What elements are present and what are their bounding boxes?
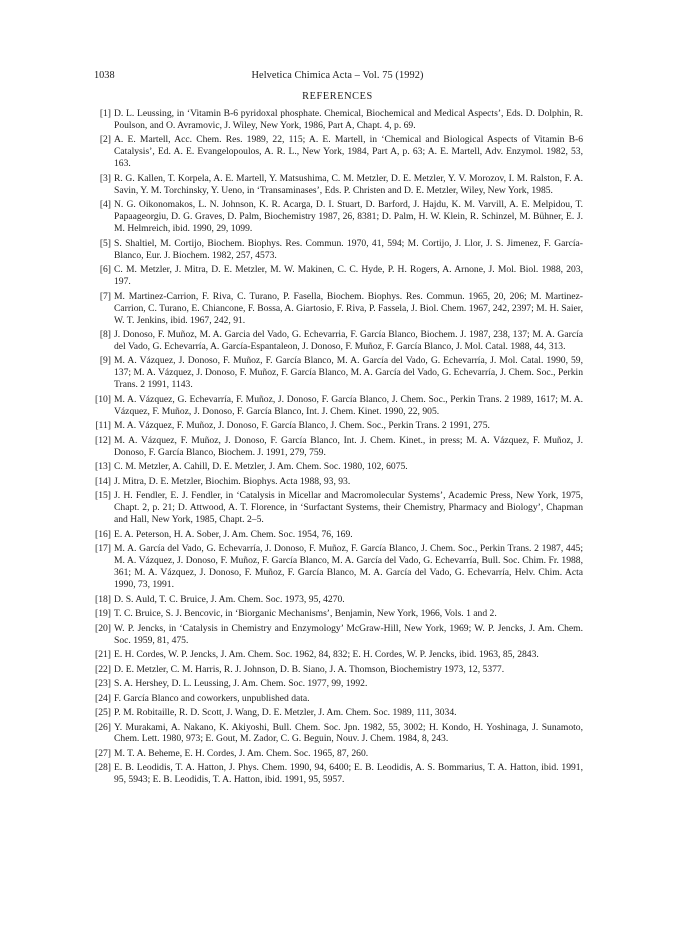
reference-text: E. B. Leodidis, T. A. Hatton, J. Phys. Chem. 1990, 94, 6400; E. B. Leodidis, A. S. Bommarius, T. A. Hatton, ibid. 1991, 95, 5943; E. B. Leodidis, T. A. Hatton, ibid. 1991, 95, 5957. <box>114 762 583 786</box>
reference-item <box>92 461 583 473</box>
reference-item <box>92 291 583 327</box>
reference-number: [23] <box>95 678 111 690</box>
reference-item <box>92 664 583 676</box>
reference-item <box>92 435 583 459</box>
reference-text: P. M. Robitaille, R. D. Scott, J. Wang, D. E. Metzler, J. Am. Chem. Soc. 1989, 111, 3034. <box>114 707 457 719</box>
reference-text: Y. Murakami, A. Nakano, K. Akiyoshi, Bull. Chem. Soc. Jpn. 1982, 55, 3002; H. Kondo, H. Yoshinaga, J. Sunamoto, Chem. Lett. 1980, 973; E. Gout, M. Zador, C. G. Beguin, Nouv. J. Chem. 1984, 8, 243. <box>114 721 583 745</box>
reference-item <box>92 594 583 606</box>
reference-number: [28] <box>95 762 111 774</box>
reference-text: M. A. Vázquez, F. Muñoz, J. Donoso, F. García Blanco, Int. J. Chem. Kinet., in press; M. A. Vázquez, F. Muñoz, J. Donoso, F. García Blanco, Biochem. J. 1991, 279, 759. <box>114 434 583 458</box>
reference-item <box>92 722 583 746</box>
reference-number: [16] <box>95 528 111 540</box>
reference-text: T. C. Bruice, S. J. Bencovic, in ‘Biorganic Mechanisms’, Benjamin, New York, 1966, Vols. 1 and 2. <box>114 608 497 620</box>
reference-number: [22] <box>95 663 111 675</box>
reference-number: [24] <box>95 692 111 704</box>
reference-item <box>92 490 583 526</box>
reference-item <box>92 420 583 432</box>
reference-item <box>92 173 583 197</box>
reference-number: [25] <box>95 707 111 719</box>
reference-text: S. Shaltiel, M. Cortijo, Biochem. Biophys. Res. Commun. 1970, 41, 594; M. Cortijo, J. Llor, J. S. Jimenez, F. García-Blanco, Eur. J. Biochem. 1982, 257, 4573. <box>114 237 583 261</box>
reference-number: [5] <box>99 237 111 249</box>
reference-number: [6] <box>99 264 111 276</box>
reference-number: [17] <box>95 543 111 555</box>
reference-text: W. P. Jencks, in ‘Catalysis in Chemistry and Enzymology’ McGraw-Hill, New York, 1969; W. P. Jencks, J. Am. Chem. Soc. 1959, 81, 475. <box>114 622 583 646</box>
reference-text: D. S. Auld, T. C. Bruice, J. Am. Chem. Soc. 1973, 95, 4270. <box>114 593 345 605</box>
reference-item <box>92 476 583 488</box>
reference-text: M. A. Vázquez, J. Donoso, F. Muñoz, F. García Blanco, M. A. García del Vado, G. Echevarría, J. Mol. Catal. 1990, 59, 137; M. A. Vázquez, J. Donoso, F. Muñoz, F. García Blanco, M. A. García del Vado, G. Echevarría, J. Chem. Soc., Perkin Trans. 2 1991, 1143. <box>114 355 583 391</box>
reference-item <box>92 329 583 353</box>
reference-text: C. M. Metzler, A. Cahill, D. E. Metzler, J. Am. Chem. Soc. 1980, 102, 6075. <box>114 461 408 473</box>
reference-text: C. M. Metzler, J. Mitra, D. E. Metzler, M. W. Makinen, C. C. Hyde, P. H. Rogers, A. Arnone, J. Mol. Biol. 1988, 203, 197. <box>114 264 583 288</box>
reference-number: [18] <box>95 593 111 605</box>
reference-text: J. Mitra, D. E. Metzler, Biochim. Biophys. Acta 1988, 93, 93. <box>114 475 351 487</box>
reference-text: R. G. Kallen, T. Korpela, A. E. Martell, Y. Matsushima, C. M. Metzler, D. E. Metzler, Y. V. Morozov, I. M. Ralston, F. A. Savin, Y. M. Torchinsky, Y. Ueno, in ‘Transaminases’, Eds. P. Christen and D. E. Metzler, Wiley, New York, 1985. <box>114 172 583 196</box>
reference-item <box>92 707 583 719</box>
reference-item <box>92 355 583 391</box>
reference-number: [1] <box>99 108 111 119</box>
reference-number: [9] <box>99 355 111 367</box>
page-number: 1038 <box>94 70 115 81</box>
reference-number: [26] <box>95 721 111 733</box>
reference-text: M. A. Vázquez, G. Echevarría, F. Muñoz, J. Donoso, F. García Blanco, J. Chem. Soc., Perkin Trans. 2 1989, 1617; M. A. Vázquez, F. Muñoz, J. Donoso, F. García Blanco, Int. J. Chem. Kinet. 1990, 22, 905. <box>114 393 583 417</box>
reference-text: M. Martinez-Carrion, F. Riva, C. Turano, P. Fasella, Biochem. Biophys. Res. Commun. 1965, 20, 206; M. Martinez-Carrion, C. Turano, E. Chiancone, F. Bossa, A. Giartosio, F. Riva, P. Fassela, J. Biol. Chem. 1967, 242, 2397; M. H. Saier, W. T. Jenkins, ibid. 1967, 242, 91. <box>114 290 583 326</box>
reference-number: [19] <box>95 608 111 620</box>
reference-number: [21] <box>95 649 111 661</box>
reference-number: [13] <box>95 461 111 473</box>
reference-item <box>92 199 583 235</box>
reference-item <box>92 623 583 647</box>
reference-text: E. A. Peterson, H. A. Sober, J. Am. Chem. Soc. 1954, 76, 169. <box>114 528 353 540</box>
reference-number: [27] <box>95 747 111 759</box>
reference-number: [14] <box>95 475 111 487</box>
reference-item <box>92 134 583 170</box>
reference-text: N. G. Oikonomakos, L. N. Johnson, K. R. Acarga, D. I. Stuart, D. Barford, J. Hajdu, K. M. Varvill, A. E. Melpidou, T. Papaageorgiu, D. G. Graves, D. Palm, Biochemistry 1987, 26, 8381; D. Palm, H. W. Klein, R. Schinzel, M. Bühner, E. J. M. Helmreich, ibid. 1990, 29, 1099. <box>114 199 583 235</box>
reference-number: [12] <box>95 434 111 446</box>
reference-number: [3] <box>99 172 111 184</box>
reference-item <box>92 529 583 541</box>
reference-text: F. García Blanco and coworkers, unpublished data. <box>114 692 310 704</box>
reference-item <box>92 543 583 591</box>
reference-item <box>92 762 583 786</box>
reference-text: D. L. Leussing, in ‘Vitamin B-6 pyridoxal phosphate. Chemical, Biochemical and Medical Aspects’, Eds. D. Dolphin, R. Poulson, and O. Avramovic, J. Wiley, New York, 1986, Part A, Chapt. 4, p. 69. <box>114 108 583 131</box>
reference-number: [20] <box>95 622 111 634</box>
reference-text: J. Donoso, F. Muñoz, M. A. Garcia del Vado, G. Echevarria, F. García Blanco, Biochem. J. 1987, 238, 137; M. A. García del Vado, G. Echevarría, A. García-Espantaleon, J. Donoso, F. Muñoz, F. García Blanco, J. Mol. Catal. 1988, 44, 313. <box>114 329 583 352</box>
reference-text: M. A. Vázquez, F. Muñoz, J. Donoso, F. García Blanco, J. Chem. Soc., Perkin Trans. 2 1991, 275. <box>114 420 490 432</box>
reference-text: M. A. García del Vado, G. Echevarría, J. Donoso, F. Muñoz, F. García Blanco, J. Chem. Soc., Perkin Trans. 2 1987, 445; M. A. Vázquez, J. Donoso, F. Muñoz, F. García Blanco, M. A. García del Vado, G. Echevarría, Bull. Soc. Chim. Fr. 1988, 361; M. A. Vázquez, J. Donoso, F. Muñoz, F. García Blanco, M. A. García del Vado, G. Echevarría, Helv. Chim. Acta 1990, 73, 1991. <box>114 543 583 591</box>
reference-list <box>92 108 583 789</box>
reference-number: [15] <box>95 490 111 502</box>
reference-number: [10] <box>95 393 111 405</box>
reference-number: [7] <box>99 290 111 302</box>
reference-text: S. A. Hershey, D. L. Leussing, J. Am. Chem. Soc. 1977, 99, 1992. <box>114 678 368 690</box>
section-title: REFERENCES <box>302 91 373 102</box>
reference-number: [4] <box>99 199 111 211</box>
reference-text: M. T. A. Beheme, E. H. Cordes, J. Am. Chem. Soc. 1965, 87, 260. <box>114 747 369 759</box>
reference-text: D. E. Metzler, C. M. Harris, R. J. Johnson, D. B. Siano, J. A. Thomson, Biochemistry 1973, 12, 5377. <box>114 663 505 675</box>
reference-text: E. H. Cordes, W. P. Jencks, J. Am. Chem. Soc. 1962, 84, 832; E. H. Cordes, W. P. Jencks, ibid. 1963, 85, 2843. <box>114 649 539 661</box>
reference-item <box>92 678 583 690</box>
reference-number: [8] <box>99 329 111 341</box>
reference-item <box>92 748 583 760</box>
reference-item <box>92 649 583 661</box>
reference-item <box>92 693 583 705</box>
reference-item <box>92 394 583 418</box>
reference-item <box>92 238 583 262</box>
reference-item <box>92 608 583 620</box>
reference-text: J. H. Fendler, E. J. Fendler, in ‘Catalysis in Micellar and Macromolecular Systems’, Academic Press, New York, 1975, Chapt. 2, p. 21; D. Attwood, A. T. Florence, in ‘Surfactant Systems, their Chemistry, Pharmacy and Biology’, Chapman and Hall, New York, 1985, Chapt. 2–5. <box>114 490 583 526</box>
reference-number: [2] <box>99 134 111 146</box>
reference-number: [11] <box>95 420 111 432</box>
reference-item <box>92 108 583 132</box>
reference-item <box>92 264 583 288</box>
reference-text: A. E. Martell, Acc. Chem. Res. 1989, 22, 115; A. E. Martell, in ‘Chemical and Biological Aspects of Vitamin B-6 Catalysis’, Ed. A. E. Evangelopoulos, A. R. L., New York, 1984, Part A, p. 63; A. E. Martell, Adv. Enzymol. 1982, 53, 163. <box>114 134 583 170</box>
journal-title: Helvetica Chimica Acta – Vol. 75 (1992) <box>251 70 424 81</box>
